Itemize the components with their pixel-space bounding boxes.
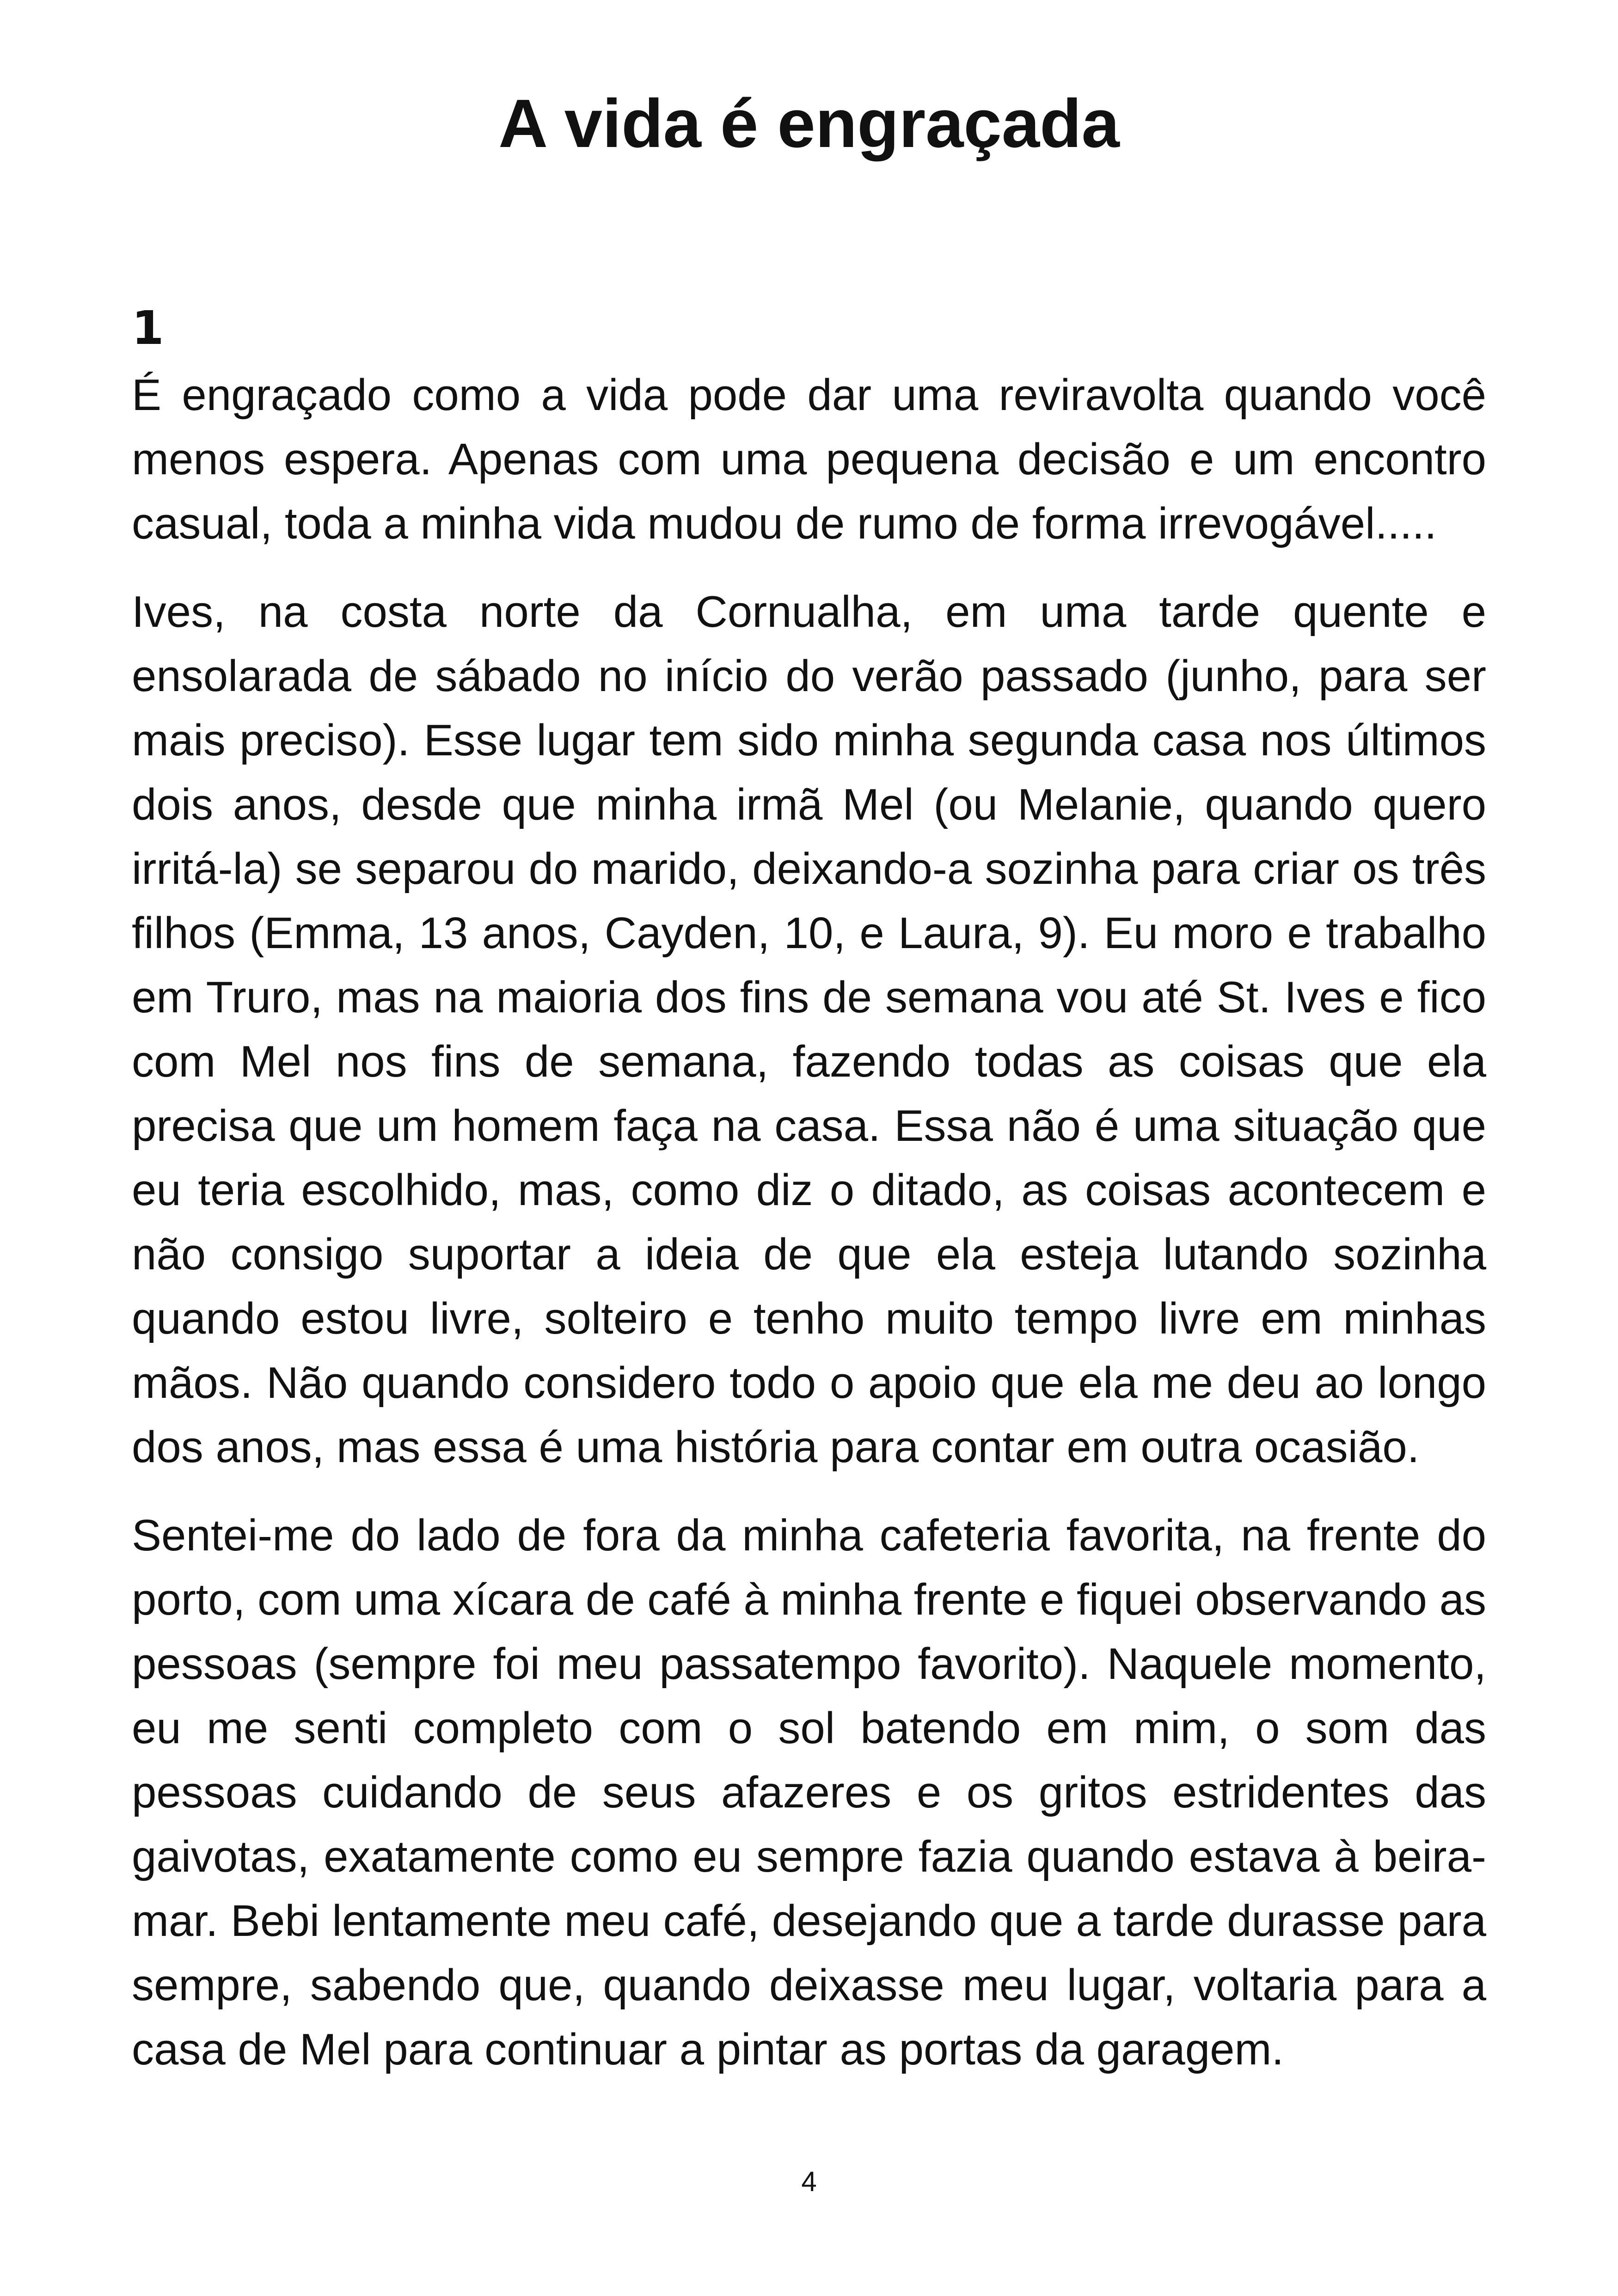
body-text bbox=[132, 363, 1486, 2106]
page-title: A vida é engraçada bbox=[498, 86, 1120, 162]
paragraph-2: Ives, na costa norte da Cornualha, em uma tarde quente e ensolarada de sábado no início do verão passado (junho, para ser mais preciso). Esse lugar tem sido minha segunda casa nos últimos dois anos, desde que minha irmã Mel (ou Melanie, quando quero irritá-la) se separou do marido, deixando-a sozinha para criar os três filhos (Emma, 13 anos, Cayden, 10, e Laura, 9). Eu moro e trabalho em Truro, mas na maioria dos fins de semana vou até St. Ives e fico com Mel nos fins de semana, fazendo todas as coisas que ela precisa que um homem faça na casa. Essa não é uma situação que eu teria escolhido, mas, como diz o ditado, as coisas acontecem e não consigo suportar a ideia de que ela esteja lutando sozinha quando estou livre, solteiro e tenho muito tempo livre em minhas mãos. Não quando considero todo o apoio que ela me deu ao longo dos anos, mas essa é uma história para contar em outra ocasião. bbox=[132, 587, 1486, 1472]
paragraph-1: É engraçado como a vida pode dar uma reviravolta quando você menos espera. Apenas com uma pequena decisão e um encontro casual, toda a minha vida mudou de rumo de forma irrevogável..... bbox=[132, 370, 1486, 548]
page-number: 4 bbox=[801, 2166, 817, 2197]
chapter-number: 1 bbox=[132, 301, 164, 355]
paragraph-3: Sentei-me do lado de fora da minha cafeteria favorita, na frente do porto, com uma xícara de café à minha frente e fiquei observando as pessoas (sempre foi meu passatempo favorito). Naquele momento, eu me senti completo com o sol batendo em mim, o som das pessoas cuidando de seus afazeres e os gritos estridentes das gaivotas, exatamente como eu sempre fazia quando estava à beira-mar. Bebi lentamente meu café, desejando que a tarde durasse para sempre, sabendo que, quando deixasse meu lugar, voltaria para a casa de Mel para continuar a pintar as portas da garagem. bbox=[132, 1511, 1486, 2074]
